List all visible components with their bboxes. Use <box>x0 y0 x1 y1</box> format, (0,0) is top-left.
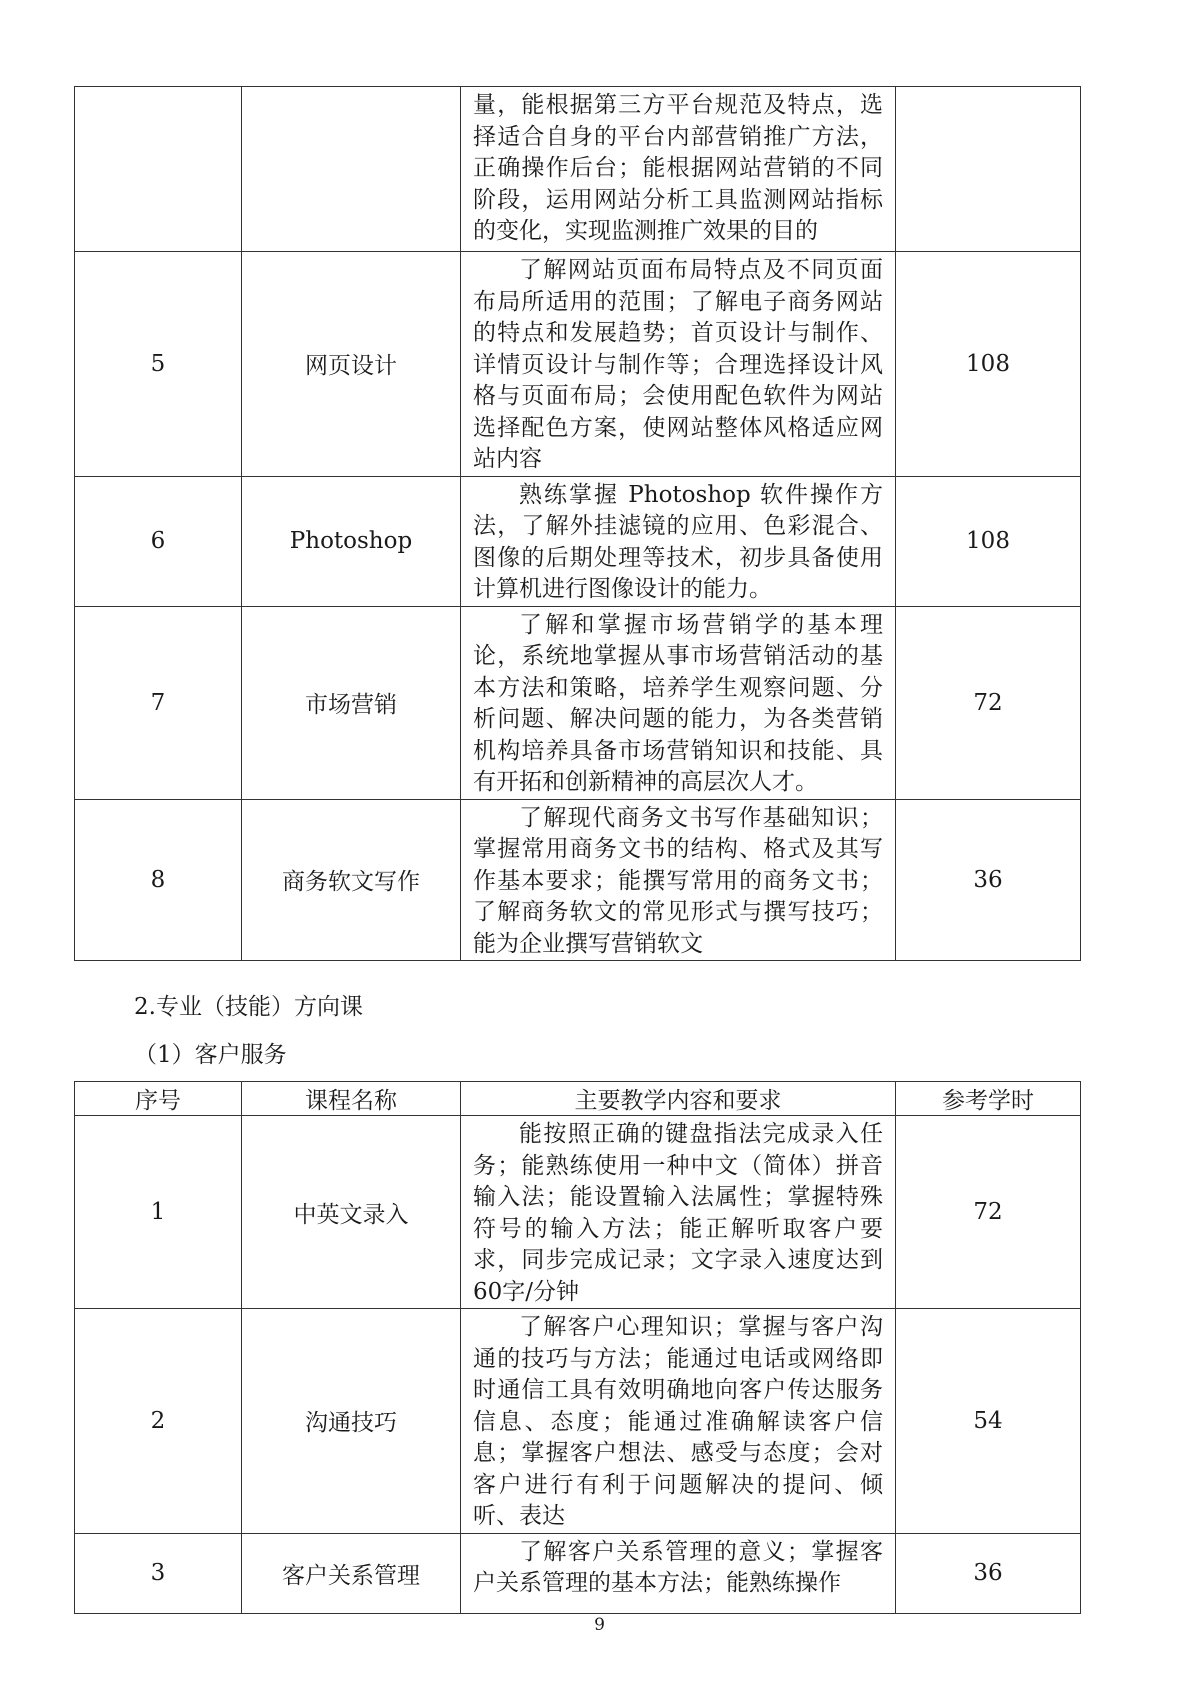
header-content: 主要教学内容和要求 <box>461 1082 896 1116</box>
course-hours: 108 <box>896 476 1081 606</box>
course-number <box>75 87 242 252</box>
course-content-text: 熟练掌握 Photoshop 软件操作方法，了解外挂滤镜的应用、色彩混合、图像的后期处理等技术，初步具备使用计算机进行图像设计的能力。 <box>473 481 883 602</box>
course-content <box>461 606 896 799</box>
course-content-text: 量，能根据第三方平台规范及特点，选择适合自身的平台内部营销推广方法，正确操作后台；能根据网站营销的不同阶段，运用网站分析工具监测网站指标的变化，实现监测推广效果的目的 <box>473 92 883 244</box>
course-content-text: 了解网站页面布局特点及不同页面布局所适用的范围；了解电子商务网站的特点和发展趋势；首页设计与制作、详情页设计与制作等；合理选择设计风格与页面布局；会使用配色软件为网站选择配色方案，使网站整体风格适应网站内容 <box>473 257 883 472</box>
course-content-text: 了解和掌握市场营销学的基本理论，系统地掌握从事市场营销活动的基本方法和策略，培养学生观察问题、分析问题、解决问题的能力，为各类营销机构培养具备市场营销知识和技能、具有开拓和创新精神的高层次人才。 <box>473 611 883 795</box>
course-number: 8 <box>75 799 242 961</box>
course-number: 6 <box>75 476 242 606</box>
course-number: 3 <box>75 1533 242 1613</box>
table-row <box>75 1309 1081 1534</box>
header-number: 序号 <box>75 1082 242 1116</box>
header-course-name: 课程名称 <box>242 1082 461 1116</box>
course-content-text: 了解现代商务文书写作基础知识；掌握常用商务文书的结构、格式及其写作基本要求；能撰写常用的商务文书；了解商务软文的常见形式与撰写技巧；能为企业撰写营销软文 <box>473 804 883 957</box>
course-table-continued <box>74 86 1081 961</box>
header-hours: 参考学时 <box>896 1082 1081 1116</box>
table-row <box>75 799 1081 961</box>
course-content-text: 了解客户关系管理的意义；掌握客户关系管理的基本方法；能熟练操作 <box>473 1538 883 1596</box>
table-row <box>75 476 1081 606</box>
course-number: 7 <box>75 606 242 799</box>
table-row <box>75 1116 1081 1309</box>
page-number: 9 <box>594 1615 605 1635</box>
course-content-text: 能按照正确的键盘指法完成录入任务；能熟练使用一种中文（简体）拼音输入法；能设置输入法属性；掌握特殊符号的输入方法；能正解听取客户要求，同步完成记录；文字录入速度达到60字/分钟 <box>473 1121 883 1305</box>
table-row <box>75 606 1081 799</box>
course-hours: 108 <box>896 252 1081 477</box>
course-hours: 36 <box>896 799 1081 961</box>
course-content <box>461 799 896 961</box>
course-hours: 36 <box>896 1533 1081 1613</box>
table-row <box>75 1533 1081 1613</box>
course-name: 市场营销 <box>242 606 461 799</box>
course-hours: 72 <box>896 606 1081 799</box>
course-number: 5 <box>75 252 242 477</box>
course-content <box>461 1309 896 1534</box>
course-name: 中英文录入 <box>242 1116 461 1309</box>
course-name: 网页设计 <box>242 252 461 477</box>
course-name: 沟通技巧 <box>242 1309 461 1534</box>
course-name <box>242 87 461 252</box>
course-name: 商务软文写作 <box>242 799 461 961</box>
course-hours: 54 <box>896 1309 1081 1534</box>
course-hours: 72 <box>896 1116 1081 1309</box>
table-row <box>75 252 1081 477</box>
course-number: 1 <box>75 1116 242 1309</box>
table-row <box>75 87 1081 252</box>
course-hours <box>896 87 1081 252</box>
course-content <box>461 476 896 606</box>
course-name: Photoshop <box>242 476 461 606</box>
course-content <box>461 252 896 477</box>
table-header-row <box>75 1082 1081 1116</box>
subsection-heading: （1）客户服务 <box>134 1042 287 1068</box>
section-heading: 2.专业（技能）方向课 <box>134 994 363 1020</box>
course-content <box>461 1533 896 1613</box>
customer-service-course-table <box>74 1081 1081 1614</box>
course-content-text: 了解客户心理知识；掌握与客户沟通的技巧与方法；能通过电话或网络即时通信工具有效明确地向客户传达服务信息、态度；能通过准确解读客户信息；掌握客户想法、感受与态度；会对客户进行有利于问题解决的提问、倾听、表达 <box>473 1314 883 1529</box>
course-name: 客户关系管理 <box>242 1533 461 1613</box>
course-content <box>461 1116 896 1309</box>
course-content <box>461 87 896 252</box>
course-number: 2 <box>75 1309 242 1534</box>
